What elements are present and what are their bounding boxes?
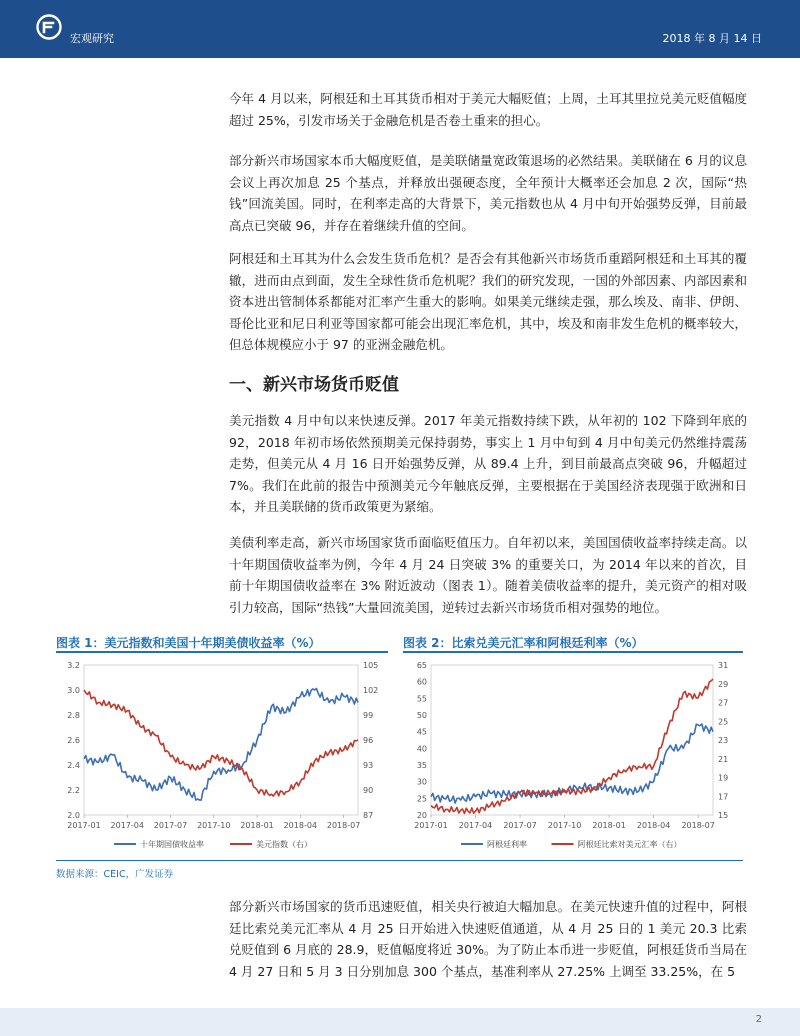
y-left-tick-label: 50 xyxy=(416,711,427,720)
legend-label-0: 阿根廷利率 xyxy=(487,840,527,849)
chart-dollar-index-treasury xyxy=(56,655,388,857)
y-right-tick-label: 25 xyxy=(718,717,729,727)
header-bar xyxy=(0,0,800,58)
y-right-tick-label: 31 xyxy=(718,661,729,670)
paragraph-dollar-index: 美元指数 4 月中旬以来快速反弹。2017 年美元指数持续下跌，从年初的 102 下降到年底的 92，2018 年初市场依然预期美元保持弱势，事实上 1 月中旬到 4 月中旬美元仍然维持震荡走势，但美元从 4 月 16 日开始强势反弹，从 89.4 上升，到目前最高点突破 96，升幅超过 7%。我们在此前的报告中预测美元今年触底反弹，主要根据在于美国经济表现强于欧洲和日本，并且美联储的货币政策更为紧缩。 xyxy=(229,413,747,514)
section-title: 一、新兴市场货币贬值 xyxy=(229,375,399,395)
x-tick-label: 2018-04 xyxy=(636,821,671,830)
figure-2-rule xyxy=(403,651,743,653)
y-left-tick-label: 35 xyxy=(416,761,427,770)
y-left-tick-label: 25 xyxy=(416,794,427,804)
x-tick-label: 2017-04 xyxy=(458,821,493,830)
y-left-tick-label: 2.0 xyxy=(67,811,80,820)
y-left-tick-label: 2.8 xyxy=(67,711,80,720)
footer-bar xyxy=(0,1008,800,1036)
figure-2-title: 图表 2：比索兑美元汇率和阿根廷利率（%） xyxy=(403,636,644,650)
x-tick-label: 2017-07 xyxy=(153,821,188,830)
y-left-tick-label: 2.2 xyxy=(67,786,80,795)
data-source: 数据来源：CEIC，广发证券 xyxy=(56,869,174,880)
y-right-tick-label: 96 xyxy=(363,736,374,745)
y-right-tick-label: 87 xyxy=(363,811,374,820)
paragraph-treasury-yield: 美债利率走高，新兴市场国家货币面临贬值压力。自年初以来，美国国债收益率持续走高。以十年期国债收益率为例，今年 4 月 24 日突破 3% 的重要关口，为 2014 年以来的首次，目前十年期国债收益率在 3% 附近波动（图表 1）。随着美债收益率的提升，美元资产的相对吸引力较高，国际“热钱”大量回流美国，逆转过去新兴市场货币相对强势的地位。 xyxy=(229,535,747,615)
x-tick-label: 2018-07 xyxy=(681,821,715,830)
x-tick-label: 2017-04 xyxy=(110,821,144,830)
series-line-0 xyxy=(84,689,358,801)
y-left-tick-label: 2.4 xyxy=(67,761,80,770)
y-right-tick-label: 99 xyxy=(363,711,374,720)
y-right-tick-label: 102 xyxy=(363,686,379,695)
y-left-tick-label: 2.6 xyxy=(67,736,80,745)
y-left-tick-label: 55 xyxy=(416,694,427,704)
y-left-tick-label: 60 xyxy=(416,677,427,687)
brand-logo-icon xyxy=(36,14,62,40)
header-section-label: 宏观研究 xyxy=(70,32,114,45)
legend-label-1: 美元指数（右） xyxy=(256,840,312,849)
source-rule xyxy=(56,860,743,861)
y-right-tick-label: 105 xyxy=(363,661,379,670)
paragraph-question: 阿根廷和土耳其为什么会发生货币危机？是否会有其他新兴市场货币重蹈阿根廷和土耳其的覆辙，进而由点到面，发生全球性货币危机呢？我们的研究发现，一国的外部因素、内部因素和资本进出管制体系都能对汇率产生重大的影响。如果美元继续走强，那么埃及、南非、伊朗、哥伦比亚和尼日利亚等国家都可能会出现汇率危机，其中，埃及和南非发生危机的概率较大，但总体规模应小于 97 的亚洲金融危机。 xyxy=(229,251,747,352)
y-left-tick-label: 45 xyxy=(416,727,427,737)
y-right-tick-label: 15 xyxy=(718,811,729,820)
series-line-1 xyxy=(84,690,358,796)
x-tick-label: 2017-01 xyxy=(414,821,448,830)
chart-peso-argentina-rate xyxy=(403,655,743,857)
y-left-tick-label: 65 xyxy=(416,661,427,670)
y-left-tick-label: 40 xyxy=(416,744,427,754)
x-tick-label: 2018-01 xyxy=(592,821,626,830)
figure-1-rule xyxy=(56,651,388,653)
y-right-tick-label: 21 xyxy=(718,754,729,764)
x-tick-label: 2017-10 xyxy=(197,821,231,830)
x-tick-label: 2018-04 xyxy=(283,821,318,830)
y-left-tick-label: 3.0 xyxy=(67,686,80,695)
y-right-tick-label: 27 xyxy=(718,698,729,708)
paragraph-fed: 部分新兴市场国家本币大幅度贬值，是美联储量宽政策退场的必然结果。美联储在 6 月的议息会议上再次加息 25 个基点，并释放出强硬态度，全年预计大概率还会加息 2 次，国际“热钱”回流美国。同时，在利率走高的大背景下，美元指数也从 4 月中旬开始强势反弹，目前最高点已突破 96，并存在着继续升值的空间。 xyxy=(229,153,747,233)
x-tick-label: 2018-01 xyxy=(240,821,274,830)
x-tick-label: 2017-10 xyxy=(547,821,582,830)
y-right-tick-label: 19 xyxy=(718,773,729,783)
y-left-tick-label: 3.2 xyxy=(67,661,80,670)
page-number: 2 xyxy=(755,1014,762,1025)
y-right-tick-label: 29 xyxy=(718,679,729,689)
x-tick-label: 2017-07 xyxy=(503,821,537,830)
y-right-tick-label: 93 xyxy=(363,761,374,770)
x-tick-label: 2018-07 xyxy=(326,821,361,830)
figure-1-title: 图表 1：美元指数和美国十年期美债收益率（%） xyxy=(56,636,321,650)
y-right-tick-label: 23 xyxy=(718,736,729,745)
header-date: 2018 年 8 月 14 日 xyxy=(662,32,762,45)
y-left-tick-label: 30 xyxy=(416,777,427,787)
paragraph-argentina: 部分新兴市场国家的货币迅速贬值，相关央行被迫大幅加息。在美元快速升值的过程中，阿根廷比索兑美元汇率从 4 月 25 日开始进入快速贬值通道，从 4 月 25 日的 1 美元 20.3 比索兑贬值到 6 月底的 28.9，贬值幅度将近 30%。为了防止本币进一步贬值，阿根廷货币当局在 4 月 27 日和 5 月 3 日分别加息 300 个基点，基准利率从 27.25% 上调至 33.25%，在 5 xyxy=(229,899,747,979)
plot-frame xyxy=(84,665,358,815)
y-right-tick-label: 17 xyxy=(718,792,729,802)
legend-label-0: 十年期国债收益率 xyxy=(140,840,204,849)
y-left-tick-label: 20 xyxy=(416,811,427,820)
x-tick-label: 2017-01 xyxy=(67,821,101,830)
paragraph-intro: 今年 4 月以来，阿根廷和土耳其货币相对于美元大幅贬值；上周，土耳其里拉兑美元贬值幅度超过 25%，引发市场关于金融危机是否卷土重来的担心。 xyxy=(229,91,747,128)
legend-label-1: 阿根廷比索对美元汇率（右） xyxy=(577,840,682,849)
y-right-tick-label: 90 xyxy=(363,786,374,795)
